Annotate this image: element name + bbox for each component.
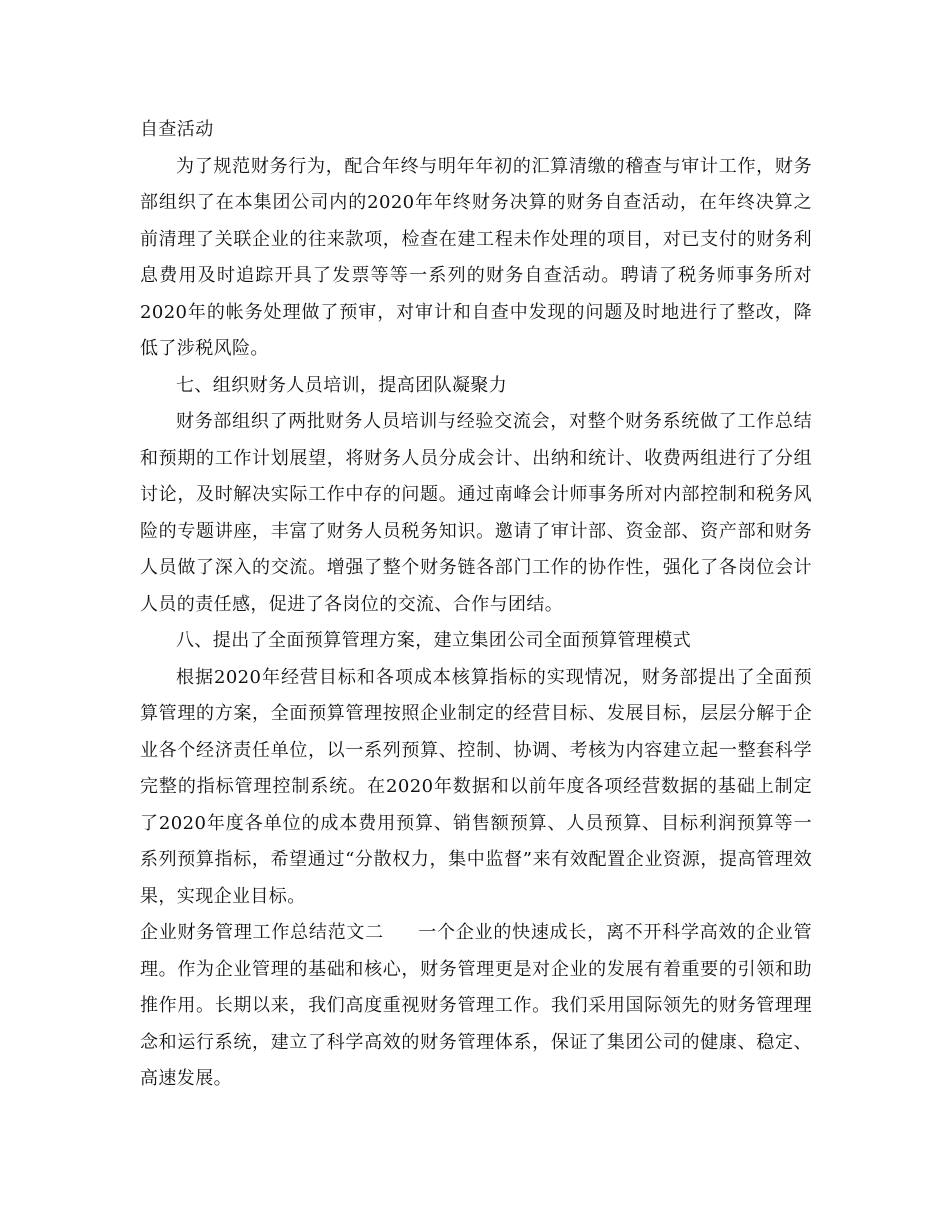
- section-8-title: 八、提出了全面预算管理方案，建立集团公司全面预算管理模式: [176, 630, 692, 651]
- heading-self-check: 自查活动: [140, 119, 214, 140]
- section-7-paragraph: 财务部组织了两批财务人员培训与经验交流会，对整个财务系统做了工作总结和预期的工作计划展望，将财务人员分成会计、出纳和统计、收费两组进行了分组讨论，及时解决实际工作中存的问题。通过南峰会计师事务所对内部控制和税务风险的专题讲座，丰富了财务人员税务知识。邀请了审计部、资金部、资产部和财务人员做了深入的交流。增强了整个财务链各部门工作的协作性，强化了各岗位会计人员的责任感，促进了各岗位的交流、合作与团结。: [140, 411, 812, 615]
- sample-2-paragraph: 一个企业的快速成长，离不开科学高效的企业管理。作为企业管理的基础和核心，财务管理更是对企业的发展有着重要的引领和助推作用。长期以来，我们高度重视财务管理工作。我们采用国际领先的财务管理理念和运行系统，建立了科学高效的财务管理体系，保证了集团公司的健康、稳定、高速发展。: [140, 922, 812, 1089]
- sample-2-block: [140, 915, 812, 1098]
- paragraph-self-check: 为了规范财务行为，配合年终与明年年初的汇算清缴的稽查与审计工作，财务部组织了在本集团公司内的2020年年终财务决算的财务自查活动，在年终决算之前清理了关联企业的往来款项，检查在建工程未作处理的项目，对已支付的财务利息费用及时追踪开具了发票等等一系列的财务自查活动。聘请了税务师事务所对2020年的帐务处理做了预审，对审计和自查中发现的问题及时地进行了整改，降低了涉税风险。: [140, 155, 812, 359]
- document-body: [140, 112, 812, 1098]
- sample-2-title: 企业财务管理工作总结范文二: [140, 922, 384, 943]
- section-8-paragraph: 根据2020年经营目标和各项成本核算指标的实现情况，财务部提出了全面预算管理的方案，全面预算管理按照企业制定的经营目标、发展目标，层层分解于企业各个经济责任单位，以一系列预算、控制、协调、考核为内容建立起一整套科学完整的指标管理控制系统。在2020年数据和以前年度各项经营数据的基础上制定了2020年度各单位的成本费用预算、销售额预算、人员预算、目标利润预算等一系列预算指标，希望通过“分散权力，集中监督”来有效配置企业资源，提高管理效果，实现企业目标。: [140, 666, 812, 907]
- section-7-title: 七、组织财务人员培训，提高团队凝聚力: [176, 374, 508, 396]
